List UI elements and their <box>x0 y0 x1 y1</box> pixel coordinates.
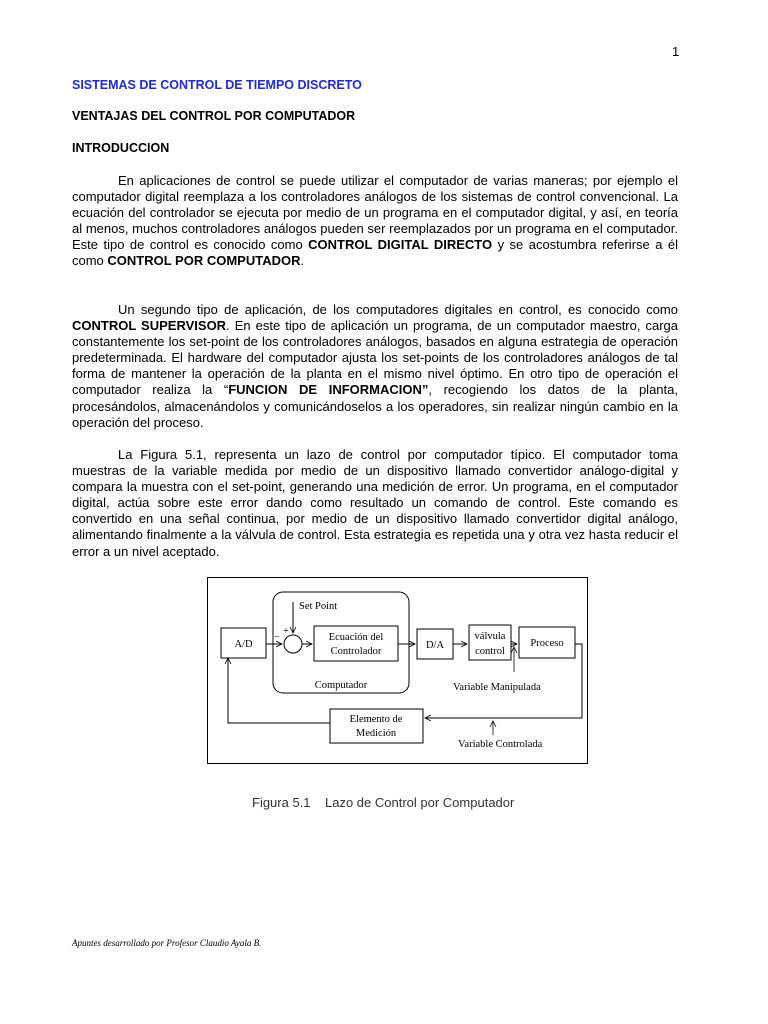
valve-label-line-1: válvula <box>474 631 506 642</box>
proceso-label: Proceso <box>530 638 564 649</box>
figure-frame <box>208 578 588 764</box>
computador-label: Computador <box>314 680 368 691</box>
paragraph-1: En aplicaciones de control se puede utilizar el computador de varias maneras; por ejemplo el computador digital reemplaza a los controladores análogos de los sistemas de control convencional. La ecuación del controlador se ejecuta por medio de un programa en el computador digital, y así, en teoría al menos, muchos controladores análogos pueden ser reemplazados por un programa en el computador. Este tipo de control es conocido como CONTROL DIGITAL DIRECTO y se acostumbra referirse a él como CONTROL POR COMPUTADOR. <box>72 173 678 269</box>
page-number: 1 <box>672 44 680 59</box>
document-title: SISTEMAS DE CONTROL DE TIEMPO DISCRETO <box>72 78 362 92</box>
footer-credit: Apuntes desarrollado por Profesor Claudio Ayala B. <box>72 938 262 948</box>
control-loop-diagram <box>207 577 588 764</box>
medicion-label-line-2: Medición <box>355 728 397 739</box>
caption-number: Figura 5.1 <box>252 795 311 810</box>
term-control-digital-directo: CONTROL DIGITAL DIRECTO <box>308 237 493 253</box>
valve-label-line-2: control <box>475 646 505 657</box>
term-control-por-computador: CONTROL POR COMPUTADOR <box>107 253 301 269</box>
paragraph-3: La Figura 5.1, representa un lazo de control por computador típico. El computador toma muestras de la variable medida por medio de un dispositivo llamado convertidor análogo-digital y compara la muestra con el set-point, generando una medición de error. Un programa, en el computador digital, actúa sobre este error dando como resultado un comando de control. Este comando es convertido en una señal continua, por medio de un dispositivo llamado convertidor digital análogo, alimentando finalmente a la válvula de control. Esta estrategia es repetida una y otra vez hasta reducir el error a un nivel aceptado. <box>72 447 678 559</box>
medicion-label-line-1: Elemento de <box>349 714 403 725</box>
ad-label: A/D <box>234 639 253 650</box>
caption-text: Lazo de Control por Computador <box>325 795 515 810</box>
set-point-label: Set Point <box>299 601 338 612</box>
variable-manipulada-label: Variable Manipulada <box>453 682 541 693</box>
section-heading: INTRODUCCION <box>72 141 170 155</box>
term-funcion-de-informacion: FUNCION DE INFORMACION” <box>228 382 429 398</box>
paragraph-2: Un segundo tipo de aplicación, de los computadores digitales en control, es conocido como CONTROL SUPERVISOR. En este tipo de aplicación un programa, de un computador maestro, carga constantemente los set-point de los controladores análogos, basados en alguna estrategia de operación predeterminada. El hardware del computador ajusta los set-points de los controladores análogos de tal forma de mantener la operación de la planta en el mismo nivel óptimo. En otro tipo de operación el computador realiza la “FUNCION DE INFORMACION”, recogiendo los datos de la planta, procesándolos, almacenándolos y comunicándoselos a los operadores, sin realizar ningún cambio en la operación del proceso. <box>72 302 679 430</box>
controller-label-line-1: Ecuación del <box>328 632 384 643</box>
figure-caption <box>252 795 514 810</box>
plus-sign: + <box>283 626 289 637</box>
da-label: D/A <box>425 640 445 651</box>
document-subtitle: VENTAJAS DEL CONTROL POR COMPUTADOR <box>72 109 356 123</box>
term-control-supervisor: CONTROL SUPERVISOR <box>72 318 227 334</box>
minus-sign: − <box>274 632 280 643</box>
variable-controlada-label: Variable Controlada <box>458 739 543 750</box>
controller-label-line-2: Controlador <box>330 646 382 657</box>
